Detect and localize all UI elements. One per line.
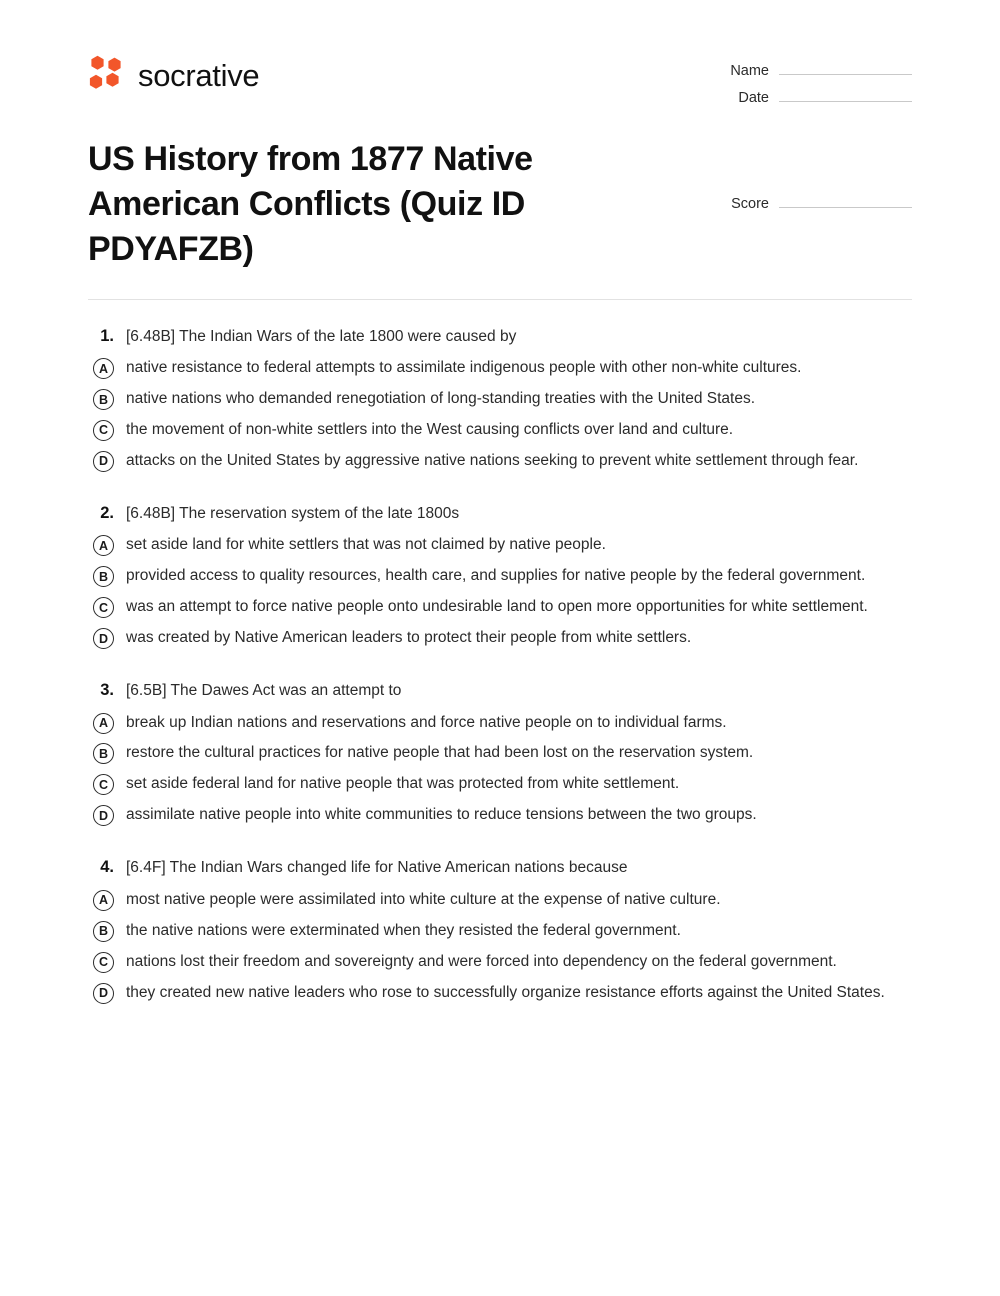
date-label: Date bbox=[738, 89, 769, 106]
answer-text: the native nations were exterminated when they resisted the federal government. bbox=[126, 921, 681, 939]
answer-option[interactable] bbox=[88, 920, 912, 943]
question-text: [6.48B] The Indian Wars of the late 1800 were caused by bbox=[126, 327, 517, 345]
question-number: 1. bbox=[100, 326, 114, 345]
answer-bubble-holder bbox=[88, 712, 126, 734]
answer-bubble[interactable]: B bbox=[93, 389, 114, 410]
date-field-row bbox=[717, 89, 912, 106]
answer-bubble[interactable]: B bbox=[93, 921, 114, 942]
answer-option[interactable] bbox=[88, 450, 912, 473]
answer-text: was an attempt to force native people onto undesirable land to open more opportunities for white settlement. bbox=[126, 598, 868, 616]
answer-option[interactable] bbox=[88, 534, 912, 557]
question-header bbox=[88, 680, 912, 702]
answer-option[interactable] bbox=[88, 388, 912, 411]
answer-bubble-holder bbox=[88, 804, 126, 826]
answer-bubble-holder bbox=[88, 920, 126, 942]
score-write-line[interactable] bbox=[779, 195, 912, 208]
answer-bubble[interactable]: A bbox=[93, 713, 114, 734]
answer-bubble-holder bbox=[88, 565, 126, 587]
question-text: [6.4F] The Indian Wars changed life for Native American nations because bbox=[126, 859, 628, 877]
answer-text: provided access to quality resources, health care, and supplies for native people by the federal government. bbox=[126, 567, 866, 585]
answer-bubble[interactable]: C bbox=[93, 597, 114, 618]
answer-bubble[interactable]: C bbox=[93, 420, 114, 441]
answer-bubble-holder bbox=[88, 419, 126, 441]
question-list bbox=[88, 326, 912, 1005]
answer-text: native nations who demanded renegotiation of long-standing treaties with the United States. bbox=[126, 390, 756, 408]
answer-bubble[interactable]: A bbox=[93, 358, 114, 379]
answer-bubble-holder bbox=[88, 357, 126, 379]
name-write-line[interactable] bbox=[779, 62, 912, 75]
answer-bubble-holder bbox=[88, 982, 126, 1004]
answer-bubble[interactable]: C bbox=[93, 774, 114, 795]
answer-bubble-holder bbox=[88, 951, 126, 973]
answer-bubble[interactable]: B bbox=[93, 566, 114, 587]
answer-text: they created new native leaders who rose to successfully organize resistance efforts against the United States. bbox=[126, 983, 885, 1001]
date-write-line[interactable] bbox=[779, 89, 912, 102]
answer-option[interactable] bbox=[88, 742, 912, 765]
answer-bubble-holder bbox=[88, 742, 126, 764]
answer-text: nations lost their freedom and sovereignty and were forced into dependency on the federal government. bbox=[126, 952, 837, 970]
question-text: [6.48B] The reservation system of the late 1800s bbox=[126, 504, 460, 522]
answer-option[interactable] bbox=[88, 419, 912, 442]
answer-option[interactable] bbox=[88, 357, 912, 380]
answer-bubble-holder bbox=[88, 627, 126, 649]
answer-option[interactable] bbox=[88, 773, 912, 796]
answer-bubble[interactable]: D bbox=[93, 628, 114, 649]
answer-text: attacks on the United States by aggressive native nations seeking to prevent white settlement through fear. bbox=[126, 451, 859, 469]
answer-text: was created by Native American leaders to protect their people from white settlers. bbox=[126, 629, 692, 647]
answer-bubble[interactable]: D bbox=[93, 805, 114, 826]
answer-bubble-holder bbox=[88, 534, 126, 556]
answer-option[interactable] bbox=[88, 596, 912, 619]
answer-bubble-holder bbox=[88, 596, 126, 618]
answer-option[interactable] bbox=[88, 889, 912, 912]
answer-text: break up Indian nations and reservations and force native people on to individual farms. bbox=[126, 713, 727, 731]
answer-text: set aside land for white settlers that was not claimed by native people. bbox=[126, 536, 606, 554]
question-header bbox=[88, 857, 912, 879]
socrative-logo bbox=[88, 52, 259, 98]
answer-bubble[interactable]: A bbox=[93, 535, 114, 556]
name-field-row bbox=[717, 62, 912, 79]
answer-option[interactable] bbox=[88, 951, 912, 974]
answer-text: native resistance to federal attempts to assimilate indigenous people with other non-white cultures. bbox=[126, 359, 802, 377]
answer-bubble[interactable]: B bbox=[93, 743, 114, 764]
score-field-row bbox=[717, 195, 912, 212]
page-title: US History from 1877 Native American Conflicts (Quiz ID PDYAFZB) bbox=[88, 140, 533, 268]
socrative-hexagon-icon bbox=[88, 55, 124, 95]
answer-text: set aside federal land for native people that was protected from white settlement. bbox=[126, 775, 680, 793]
question-text: [6.5B] The Dawes Act was an attempt to bbox=[126, 682, 402, 700]
answer-text: assimilate native people into white communities to reduce tensions between the two groups. bbox=[126, 806, 757, 824]
answer-text: restore the cultural practices for native people that had been lost on the reservation system. bbox=[126, 744, 754, 762]
answer-option[interactable] bbox=[88, 982, 912, 1005]
page-header bbox=[88, 0, 912, 115]
title-area bbox=[88, 137, 912, 272]
brand-wordmark: socrative bbox=[138, 57, 260, 93]
name-label: Name bbox=[730, 63, 769, 79]
answer-bubble-holder bbox=[88, 889, 126, 911]
answer-bubble[interactable]: D bbox=[93, 451, 114, 472]
answer-bubble-holder bbox=[88, 450, 126, 472]
question bbox=[88, 503, 912, 650]
question-number: 3. bbox=[100, 681, 114, 700]
question-header bbox=[88, 326, 912, 348]
answer-option[interactable] bbox=[88, 627, 912, 650]
question-number: 4. bbox=[100, 858, 114, 877]
score-label: Score bbox=[731, 196, 769, 212]
answer-bubble[interactable]: A bbox=[93, 890, 114, 911]
answer-bubble[interactable]: D bbox=[93, 983, 114, 1004]
question bbox=[88, 857, 912, 1004]
student-meta-fields bbox=[717, 62, 912, 115]
answer-option[interactable] bbox=[88, 804, 912, 827]
question-header bbox=[88, 503, 912, 525]
answer-text: most native people were assimilated into white culture at the expense of native culture. bbox=[126, 890, 721, 908]
header-divider bbox=[88, 299, 912, 300]
answer-bubble[interactable]: C bbox=[93, 952, 114, 973]
question bbox=[88, 680, 912, 827]
answer-option[interactable] bbox=[88, 565, 912, 588]
answer-option[interactable] bbox=[88, 712, 912, 735]
answer-bubble-holder bbox=[88, 773, 126, 795]
question bbox=[88, 326, 912, 473]
question-number: 2. bbox=[100, 503, 114, 522]
answer-text: the movement of non-white settlers into the West causing conflicts over land and culture. bbox=[126, 420, 734, 438]
answer-bubble-holder bbox=[88, 388, 126, 410]
